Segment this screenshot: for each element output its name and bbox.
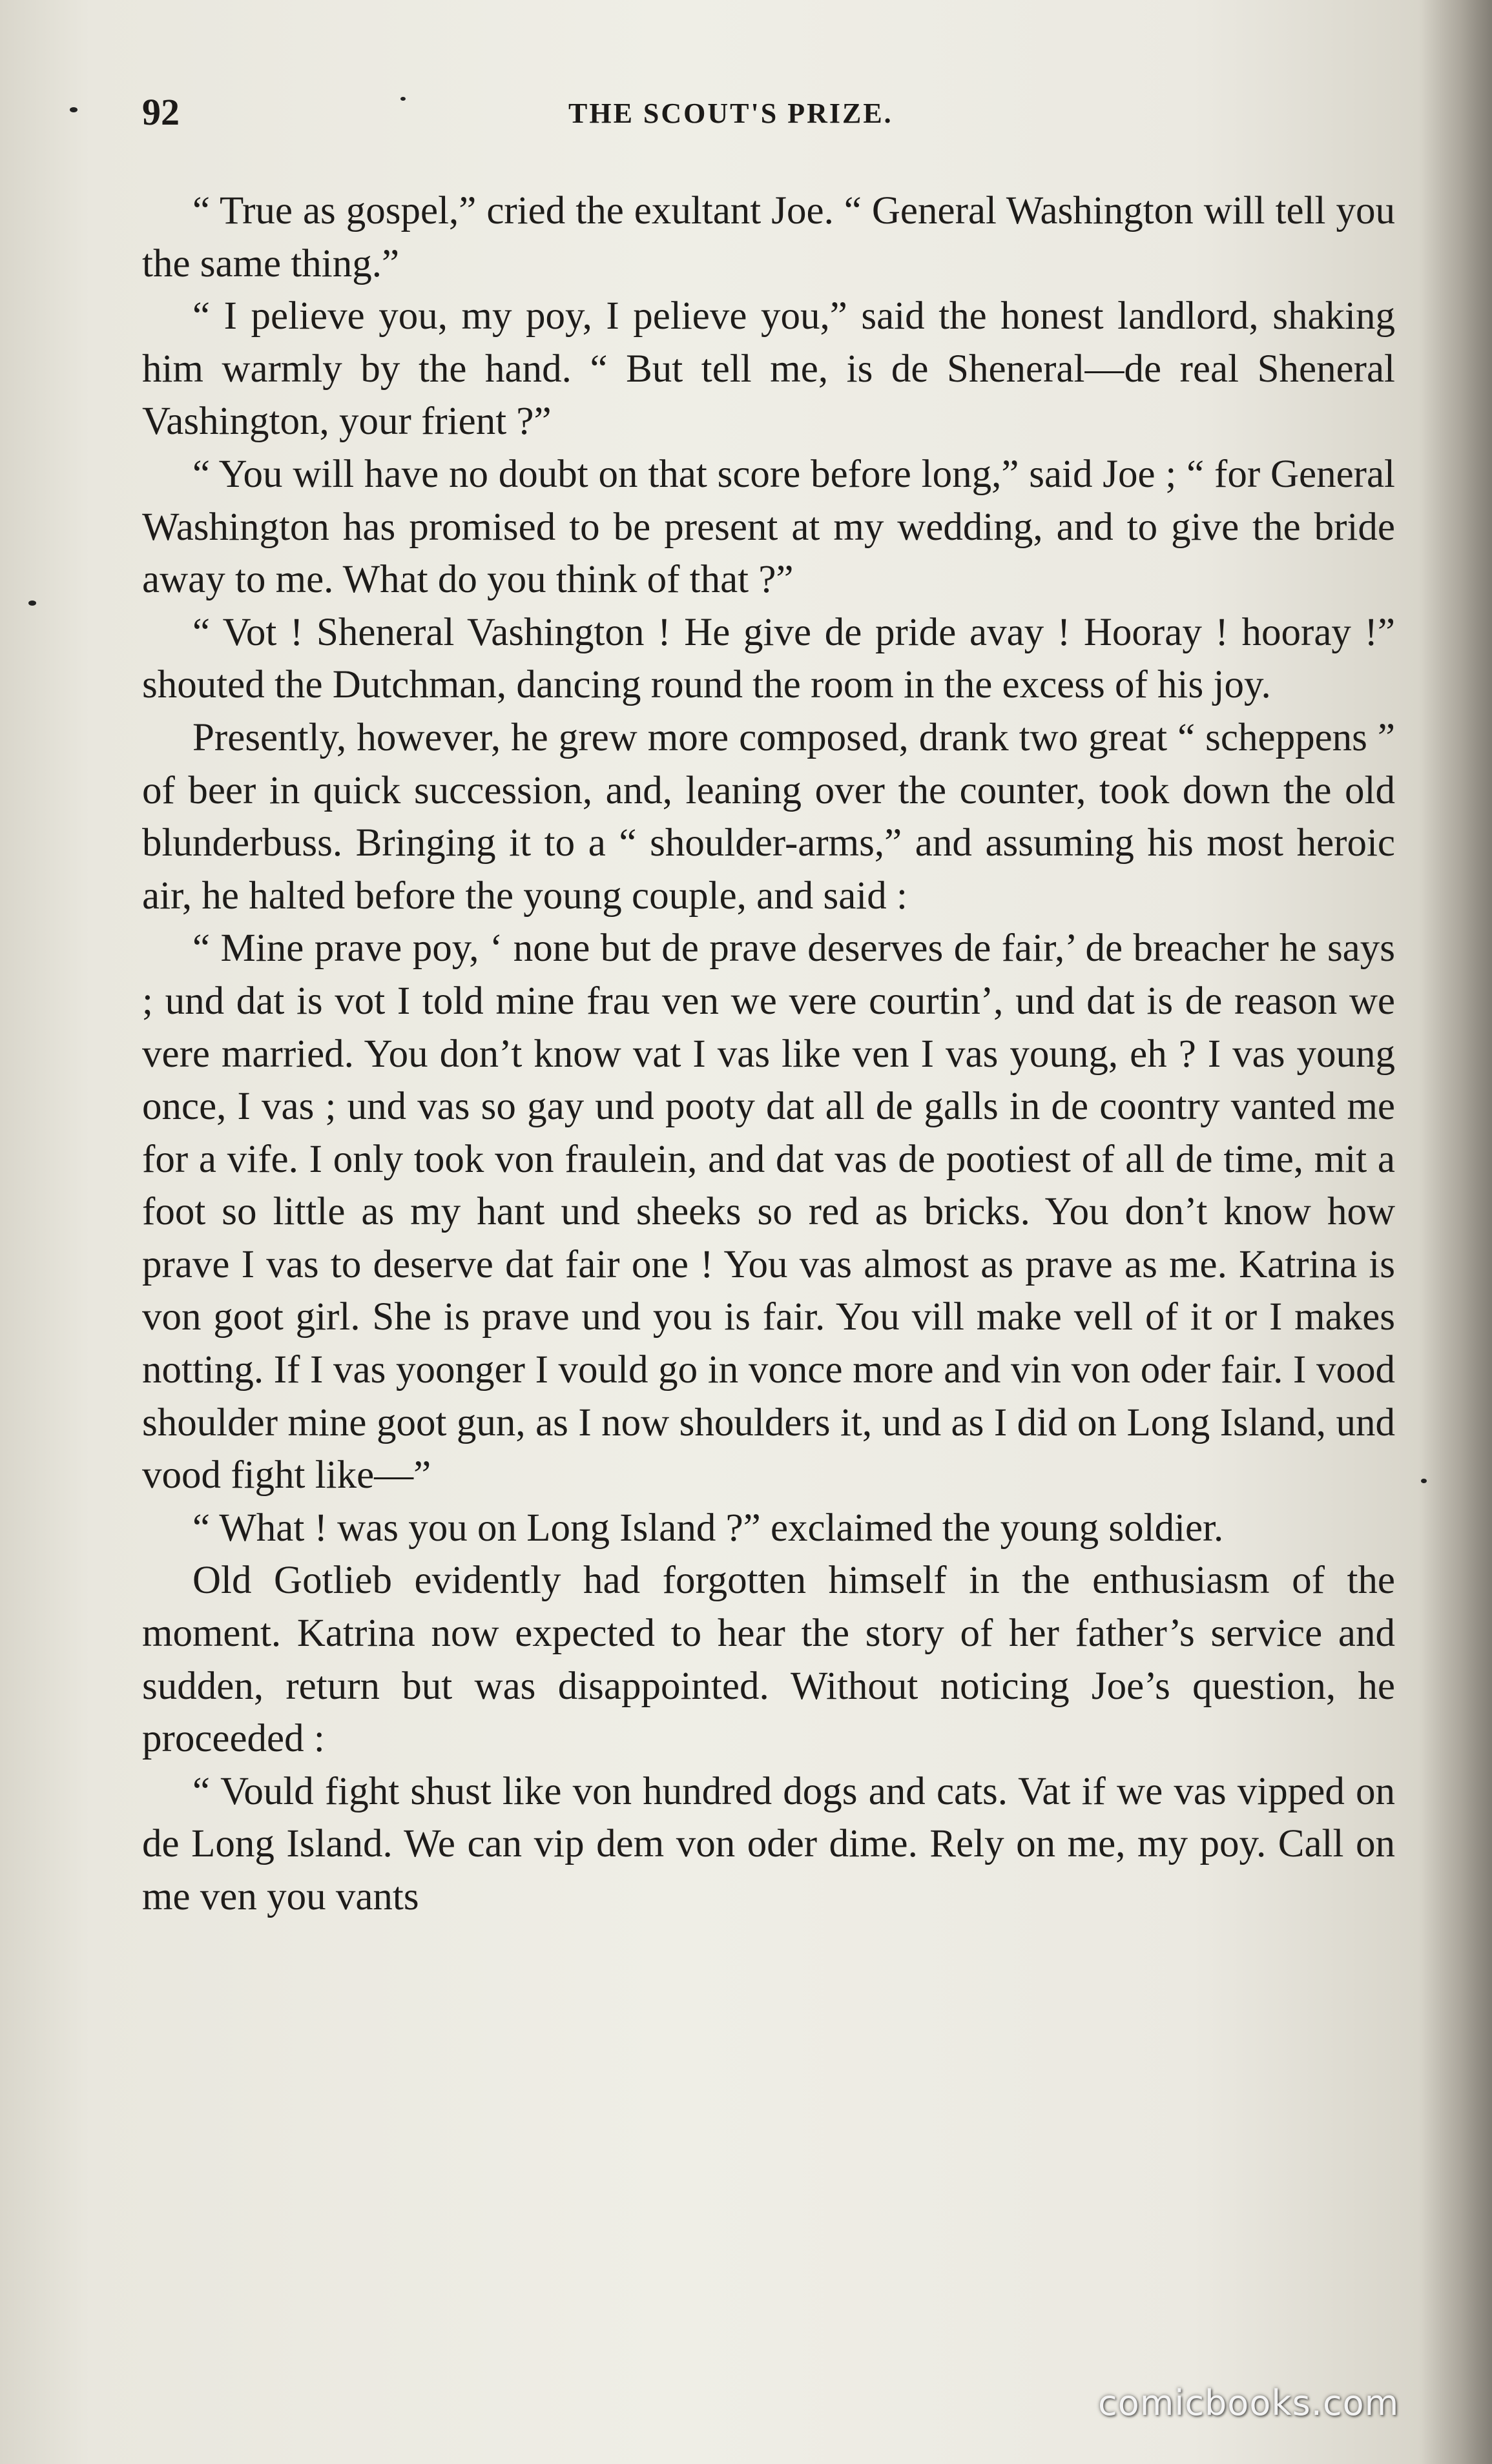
running-head: THE SCOUT'S PRIZE.: [568, 98, 893, 129]
page-number: 92: [142, 91, 180, 133]
paragraph: “ You will have no doubt on that score before long,” said Joe ; “ for General Washington has promised to be present at my wedding, and to give the bride away to me. What do you think of that ?”: [142, 452, 1395, 602]
watermark: comicbooks.com: [1098, 2383, 1400, 2423]
paragraph: “ True as gospel,” cried the exultant Joe. “ General Washington will tell you the same thing.”: [142, 189, 1395, 285]
page-header: [142, 83, 1395, 154]
ink-speck: [1421, 1479, 1427, 1483]
paragraph: “ What ! was you on Long Island ?” exclaimed the young soldier.: [192, 1506, 1224, 1550]
binding-shadow: [1421, 0, 1492, 2464]
paragraph: “ I pelieve you, my poy, I pelieve you,” said the honest landlord, shaking him warmly by the hand. “ But tell me, is de Sheneral—de real Sheneral Vashington, your frient ?”: [142, 294, 1395, 444]
body-text: [142, 185, 1395, 1924]
paragraph: Presently, however, he grew more composed, drank two great “ scheppens ” of beer in quick succession, and, leaning over the counter, took down the old blunderbuss. Bringing it to a “ shoulder-arms,” and assuming his most heroic air, he halted before the young couple, and said :: [142, 715, 1395, 918]
paragraph: Old Gotlieb evidently had forgotten himself in the enthusiasm of the moment. Katrina now expected to hear the story of her father’s service and sudden, return but was disappointed. Without noticing Joe’s question, he proceeded :: [142, 1559, 1395, 1761]
ink-speck: [70, 107, 78, 112]
paragraph: “ Vot ! Sheneral Vashington ! He give de pride avay ! Hooray ! hooray !” shouted the Dutchman, dancing round the room in the excess of his joy.: [142, 610, 1395, 707]
ink-speck: [28, 601, 36, 606]
paragraph: “ Vould fight shust like von hundred dogs and cats. Vat if we vas vipped on de Long Island. We can vip dem von oder dime. Rely on me, my poy. Call on me ven you vants: [142, 1769, 1395, 1918]
paragraph: “ Mine prave poy, ‘ none but de prave deserves de fair,’ de breacher he says ; und dat is vot I told mine frau ven we vere courtin’, und dat is de reason we vere married. You don’t know vat I vas like ven I vas young, eh ? I vas young once, I vas ; und vas so gay und pooty dat all de galls in de coontry vanted me for a vife. I only took von fraulein, and dat vas de pootiest of all de time, mit a foot so little as my hant und sheeks so red as bricks. You don’t know how prave I vas to deserve dat fair one ! You vas almost as prave as me. Katrina is von goot girl. She is prave und you is fair. You vill make vell of it or I makes notting. If I vas yoonger I vould go in vonce more and vin von oder fair. I vood shoulder mine goot gun, as I now shoulders it, und as I did on Long Island, und vood fight like—”: [142, 927, 1395, 1497]
